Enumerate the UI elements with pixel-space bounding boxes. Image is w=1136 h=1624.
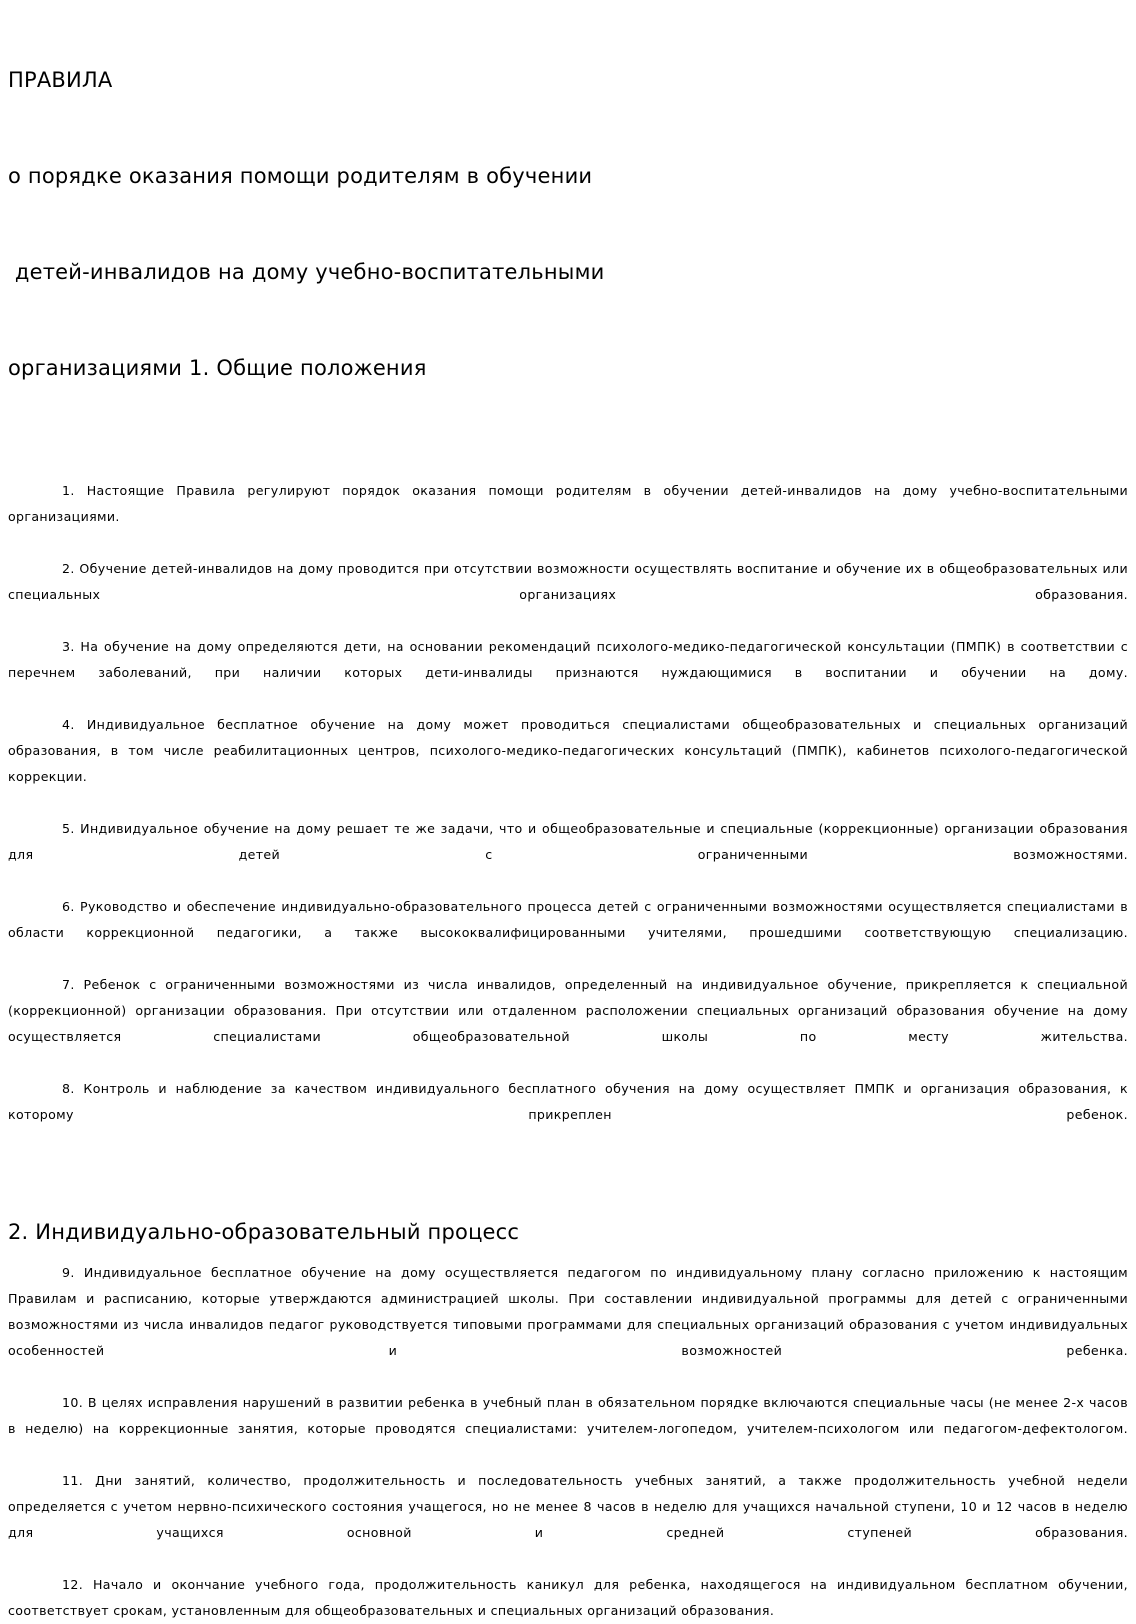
- paragraph-10: 10. В целях исправления нарушений в развитии ребенка в учебный план в обязательном порядке включаются специальные часы (не менее 2-х часов в неделю) на коррекционные занятия, которые проводятся специалистами: учителем-логопедом, учителем-психологом или педагогом-дефектологом.: [8, 1395, 1128, 1436]
- document-title-line-3: детей-инвалидов на дому учебно-воспитательными: [8, 260, 605, 284]
- section-spacer: [0, 1154, 1136, 1216]
- paragraph-7: 7. Ребенок с ограниченными возможностями из числа инвалидов, определенный на индивидуальное обучение, прикрепляется к специальной (коррекционной) организации образования. При отсутствии или отдаленном расположении специальных организаций образования обучение на дому осуществляется специалистами общеобразовательной школы по месту жительства.: [8, 977, 1128, 1044]
- document-title-line-2: о порядке оказания помощи родителям в обучении: [8, 164, 593, 188]
- paragraph-11: 11. Дни занятий, количество, продолжительность и последовательность учебных занятий, а также продолжительность учебной недели определяется с учетом нервно-психического состояния учащегося, но не менее 8 часов в неделю для учащихся начальной ступени, 10 и 12 часов в неделю для учащихся основной и средней ступеней образования.: [8, 1473, 1128, 1540]
- document-title: [0, 0, 1136, 448]
- paragraph-4: 4. Индивидуальное бесплатное обучение на дому может проводиться специалистами общеобразовательных и специальных организаций образования, в том числе реабилитационных центров, психолого-медико-педагогических консультаций (ПМПК), кабинетов психолого-педагогической коррекции.: [8, 717, 1128, 784]
- paragraph-12: 12. Начало и окончание учебного года, продолжительность каникул для ребенка, находящегося на индивидуальном бесплатном обучении, соответствует срокам, установленным для общеобразовательных и специальных организаций образования.: [8, 1577, 1128, 1618]
- section-1-body: [0, 478, 1136, 1154]
- document-title-line-4: организациями 1. Общие положения: [8, 356, 427, 380]
- paragraph-9: 9. Индивидуальное бесплатное обучение на дому осуществляется педагогом по индивидуальному плану согласно приложению к настоящим Правилам и расписанию, которые утверждаются администрацией школы. При составлении индивидуальной программы для детей с ограниченными возможностями из числа инвалидов педагог руководствуется типовыми программами для специальных организаций образования с учетом индивидуальных особенностей и возможностей ребенка.: [8, 1265, 1128, 1358]
- paragraph-5: 5. Индивидуальное обучение на дому решает те же задачи, что и общеобразовательные и специальные (коррекционные) организации образования для детей с ограниченными возможностями.: [8, 821, 1128, 862]
- paragraph-2: 2. Обучение детей-инвалидов на дому проводится при отсутствии возможности осуществлять воспитание и обучение их в общеобразовательных или специальных организациях образования.: [8, 561, 1128, 602]
- section-2-heading: 2. Индивидуально-образовательный процесс: [8, 1220, 520, 1244]
- document-title-line-1: ПРАВИЛА: [8, 68, 113, 92]
- paragraph-3: 3. На обучение на дому определяются дети, на основании рекомендаций психолого-медико-педагогической консультации (ПМПК) в соответствии с перечнем заболеваний, при наличии которых дети-инвалиды признаются нуждающимися в воспитании и обучении на дому.: [8, 639, 1128, 680]
- section-2-body: [0, 1260, 1136, 1624]
- paragraph-1: 1. Настоящие Правила регулируют порядок оказания помощи родителям в обучении детей-инвалидов на дому учебно-воспитательными организациями.: [8, 483, 1128, 524]
- paragraph-6: 6. Руководство и обеспечение индивидуально-образовательного процесса детей с ограниченными возможностями осуществляется специалистами в области коррекционной педагогики, а также высококвалифицированными учителями, прошедшими соответствующую специализацию.: [8, 899, 1128, 940]
- paragraph-8: 8. Контроль и наблюдение за качеством индивидуального бесплатного обучения на дому осуществляет ПМПК и организация образования, к которому прикреплен ребенок.: [8, 1081, 1128, 1122]
- title-spacer: [0, 448, 1136, 478]
- heading-spacer: [0, 1248, 1136, 1260]
